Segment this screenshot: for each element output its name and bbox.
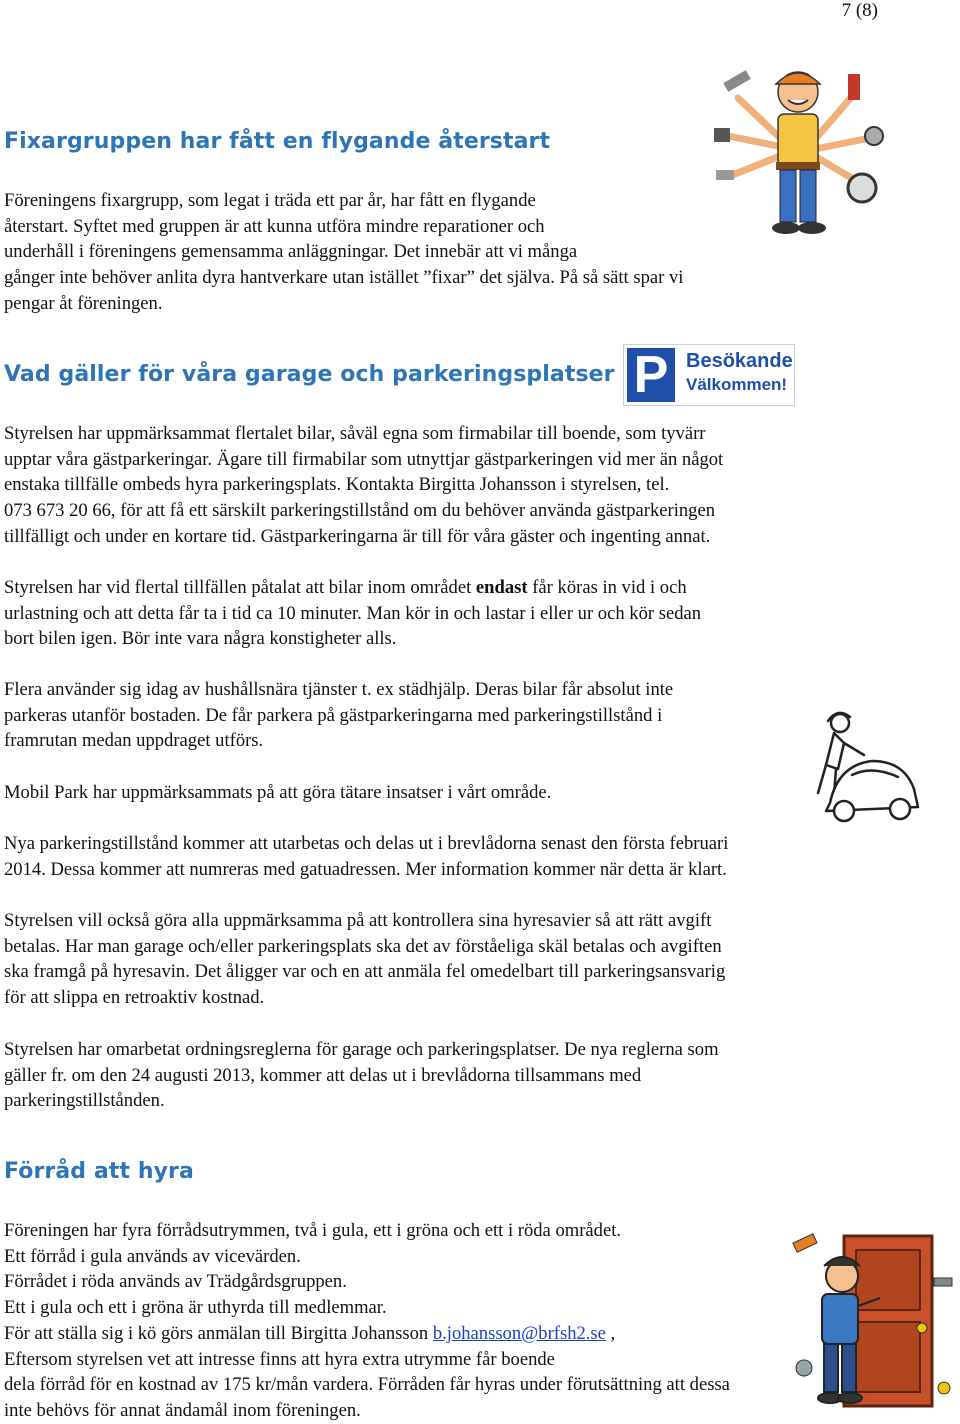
emphasis-text: endast xyxy=(475,577,528,598)
text-line: Styrelsen har uppmärksammat flertalet bilar, såväl egna som firmabilar till boende, som tyvärr xyxy=(4,423,706,444)
text-line: pengar åt föreningen. xyxy=(4,292,163,314)
car-wash-illustration xyxy=(808,703,926,825)
forrad-heading: Förråd att hyra xyxy=(4,1159,194,1184)
parking-sign xyxy=(623,344,795,406)
text-line: Nya parkeringstillstånd kommer att utarbetas och delas ut i brevlådorna senast den första februari xyxy=(4,833,729,854)
text-line: Ett i gula och ett i gröna är uthyrda till medlemmar. xyxy=(4,1297,387,1319)
text-line: inte behövs för annat ändamål inom föreningen. xyxy=(4,1399,361,1421)
parking-paragraph-6 xyxy=(4,908,725,1011)
text-line: 2014. Dessa kommer att numreras med gatuadressen. Mer information kommer när detta är klart. xyxy=(4,858,727,880)
text-line: Ett förråd i gula används av vicevärden. xyxy=(4,1245,301,1267)
parking-paragraph-2 xyxy=(4,575,701,652)
text-line: upptar våra gästparkeringar. Ägare till firmabilar som utnyttjar gästparkeringen vid mer än något xyxy=(4,448,724,470)
page-number: 7 (8) xyxy=(841,0,878,21)
text-segment: får köras in vid i och xyxy=(527,577,687,598)
text-line: ska framgå på hyresavin. Det åligger var och en att anmäla fel omedelbart till parkeringsansvarig xyxy=(4,961,726,983)
parking-sign-line1: Besökande xyxy=(686,350,793,372)
parking-paragraph-1 xyxy=(4,421,723,550)
text-line: gäller fr. om den 24 augusti 2013, kommer att delas ut i brevlådorna tillsammans med xyxy=(4,1064,642,1086)
text-line: Mobil Park har uppmärksammats på att göra tätare insatser i vårt område. xyxy=(4,782,552,803)
forrad-paragraph xyxy=(4,1218,730,1424)
text-line: Eftersom styrelsen vet att intresse finns att hyra extra utrymme får boende xyxy=(4,1348,555,1370)
text-line: för att slippa en retroaktiv kostnad. xyxy=(4,987,265,1009)
text-line: Förrådet i röda används av Trädgårdsgruppen. xyxy=(4,1271,347,1293)
storage-door-illustration xyxy=(784,1218,960,1422)
text-line: Föreningen har fyra förrådsutrymmen, två i gula, ett i gröna och ett i röda området. xyxy=(4,1220,622,1241)
text-line: Föreningens fixargrupp, som legat i träda ett par år, har fått en flygande xyxy=(4,190,536,211)
fixar-paragraph xyxy=(4,188,683,317)
text-segment: Styrelsen har vid flertal tillfällen påtalat att bilar inom området xyxy=(4,577,476,598)
fixar-heading: Fixargruppen har fått en flygande återstart xyxy=(4,129,551,154)
text-line: parkeringstillstånden. xyxy=(4,1090,165,1112)
text-line: gånger inte behöver anlita dyra hantverkare utan istället ”fixar” det själva. På så sätt spar vi xyxy=(4,267,684,289)
email-link[interactable]: b.johansson@brfsh2.se xyxy=(432,1322,606,1344)
text-line: bort bilen igen. Bör inte vara några konstigheter alls. xyxy=(4,628,397,650)
parking-heading: Vad gäller för våra garage och parkeringsplatser xyxy=(4,362,615,387)
text-line: urlastning och att detta får ta i tid ca 10 minuter. Man kör in och lastar i eller ur och kör sedan xyxy=(4,602,702,624)
parking-paragraph-5 xyxy=(4,831,728,882)
text-segment: , xyxy=(605,1322,616,1344)
text-line: tillfälligt och under en kortare tid. Gästparkeringarna är till för våra gäster och ingenting annat. xyxy=(4,525,711,547)
text-line: betalas. Har man garage och/eller parkeringsplats ska det av förståeliga skäl betalas och avgiften xyxy=(4,935,722,957)
text-line: 073 673 20 66, för att få ett särskilt parkeringstillstånd om du behöver använda gästparkeringen xyxy=(4,500,716,522)
parking-paragraph-3 xyxy=(4,677,673,754)
text-line: Styrelsen vill också göra alla uppmärksamma på att kontrollera sina hyresavier så att rätt avgift xyxy=(4,910,712,931)
parking-paragraph-7 xyxy=(4,1037,719,1114)
text-line xyxy=(4,575,701,601)
text-segment: För att ställa sig i kö görs anmälan till Birgitta Johansson xyxy=(4,1322,433,1344)
parking-p-icon: P xyxy=(627,348,675,402)
text-line: framrutan medan uppdraget utförs. xyxy=(4,730,264,752)
text-line: Styrelsen har omarbetat ordningsreglerna för garage och parkeringsplatser. De nya reglerna som xyxy=(4,1039,719,1060)
text-line: återstart. Syftet med gruppen är att kunna utföra mindre reparationer och xyxy=(4,215,545,237)
text-line: parkeras utanför bostaden. De får parkera på gästparkeringarna med parkeringstillstånd i xyxy=(4,704,663,726)
text-line: enstaka tillfälle ombeds hyra parkeringsplats. Kontakta Birgitta Johansson i styrelsen, tel. xyxy=(4,474,670,496)
text-line: Flera använder sig idag av hushållsnära tjänster t. ex städhjälp. Deras bilar får absolut inte xyxy=(4,679,674,700)
parking-sign-line2: Välkommen! xyxy=(686,375,788,394)
handyman-illustration xyxy=(708,58,888,240)
parking-paragraph-4 xyxy=(4,780,551,806)
text-line: dela förråd för en kostnad av 175 kr/mån vardera. Förråden får hyras under förutsättning att dessa xyxy=(4,1374,730,1396)
text-line xyxy=(4,1321,730,1347)
text-line: underhåll i föreningens gemensamma anläggningar. Det innebär att vi många xyxy=(4,241,578,263)
